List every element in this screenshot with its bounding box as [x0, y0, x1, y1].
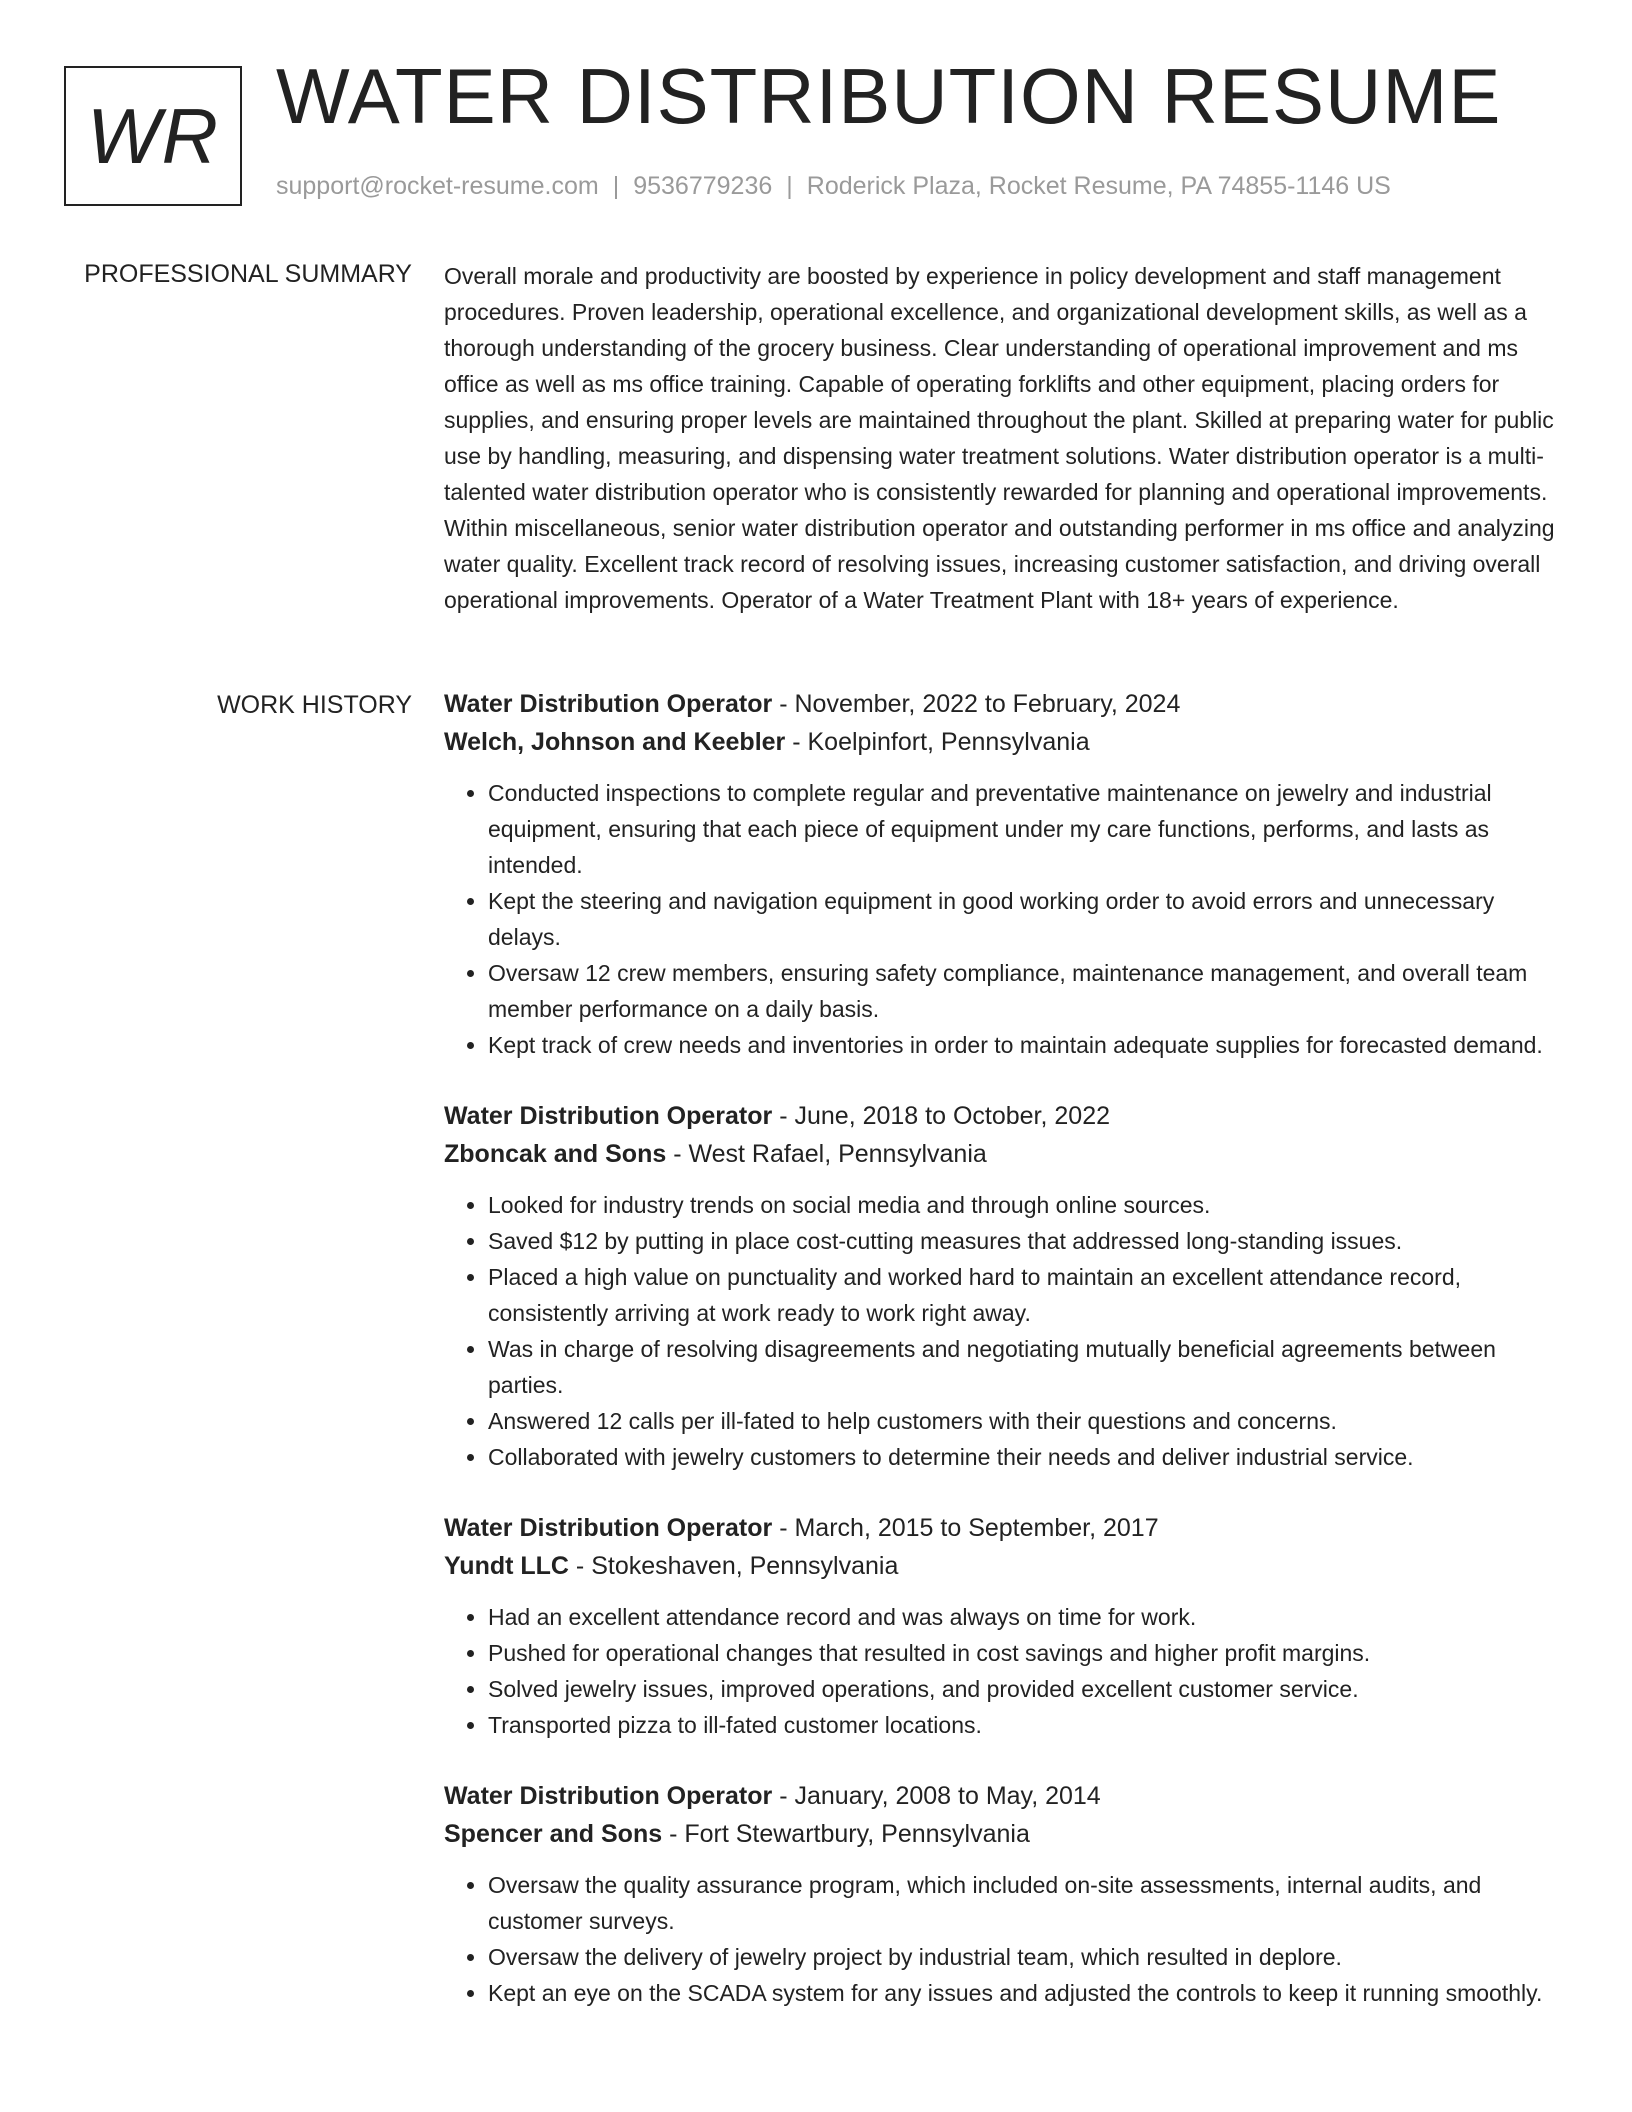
section-label-summary: PROFESSIONAL SUMMARY — [84, 260, 412, 288]
job-title: Water Distribution Operator — [444, 690, 773, 718]
job-title-line — [444, 1509, 1564, 1547]
job-entry — [444, 1777, 1564, 2011]
job-company-line — [444, 1815, 1564, 1853]
job-title-line — [444, 1777, 1564, 1815]
job-dates: - March, 2015 to September, 2017 — [772, 1514, 1159, 1542]
job-bullet: • Kept track of crew needs and inventories in order to maintain adequate supplies for forecasted demand. — [488, 1027, 1564, 1063]
job-company: Yundt LLC — [444, 1552, 569, 1580]
job-title: Water Distribution Operator — [444, 1514, 773, 1542]
job-entry — [444, 685, 1564, 1063]
job-bullet: • Conducted inspections to complete regular and preventative maintenance on jewelry and industrial equipment, ensuring that each piece of equipment under my care functions, performs, and lasts as intended. — [488, 775, 1564, 883]
job-company-line — [444, 1547, 1564, 1585]
job-bullet: • Pushed for operational changes that resulted in cost savings and higher profit margins. — [488, 1635, 1564, 1671]
job-location: - Koelpinfort, Pennsylvania — [785, 728, 1090, 756]
job-bullets — [444, 1867, 1564, 2011]
contact-separator: | — [786, 172, 793, 200]
job-dates: - June, 2018 to October, 2022 — [772, 1102, 1110, 1130]
monogram-badge: WR — [64, 66, 242, 206]
job-title-line — [444, 1097, 1564, 1135]
job-entry — [444, 1509, 1564, 1743]
job-dates: - November, 2022 to February, 2024 — [772, 690, 1181, 718]
job-bullet: • Oversaw the quality assurance program, which included on-site assessments, internal audits, and customer surveys. — [488, 1867, 1564, 1939]
job-company-line — [444, 723, 1564, 761]
job-bullet: • Answered 12 calls per ill-fated to help customers with their questions and concerns. — [488, 1403, 1564, 1439]
job-entry — [444, 1097, 1564, 1475]
job-location: - West Rafael, Pennsylvania — [666, 1140, 987, 1168]
job-bullet: • Looked for industry trends on social media and through online sources. — [488, 1187, 1564, 1223]
job-company: Spencer and Sons — [444, 1820, 663, 1848]
job-location: - Fort Stewartbury, Pennsylvania — [662, 1820, 1030, 1848]
job-bullet: • Kept the steering and navigation equipment in good working order to avoid errors and unnecessary delays. — [488, 883, 1564, 955]
summary-body — [444, 258, 1564, 618]
job-location: - Stokeshaven, Pennsylvania — [568, 1552, 899, 1580]
job-company: Welch, Johnson and Keebler — [444, 728, 786, 756]
job-bullet: • Placed a high value on punctuality and worked hard to maintain an excellent attendance record, consistently arriving at work ready to work right away. — [488, 1259, 1564, 1331]
job-bullets — [444, 775, 1564, 1063]
section-label-work-history: WORK HISTORY — [217, 691, 412, 719]
job-dates: - January, 2008 to May, 2014 — [772, 1782, 1101, 1810]
job-company: Zboncak and Sons — [444, 1140, 667, 1168]
contact-email: support@rocket-resume.com — [276, 172, 599, 200]
job-bullet: • Was in charge of resolving disagreements and negotiating mutually beneficial agreements between parties. — [488, 1331, 1564, 1403]
job-bullets — [444, 1187, 1564, 1475]
work-history-body — [444, 685, 1564, 2045]
job-bullets — [444, 1599, 1564, 1743]
summary-text: Overall morale and productivity are boosted by experience in policy development and staff management procedures. Proven leadership, operational excellence, and organizational development skills, as well as a thorough understanding of the grocery business. Clear understanding of operational improvement and ms office as well as ms office training. Capable of operating forklifts and other equipment, placing orders for supplies, and ensuring proper levels are maintained throughout the plant. Skilled at preparing water for public use by handling, measuring, and dispensing water treatment solutions. Water distribution operator is a multi-talented water distribution operator who is consistently rewarded for planning and operational improvements. Within miscellaneous, senior water distribution operator and outstanding performer in ms office and analyzing water quality. Excellent track record of resolving issues, increasing customer satisfaction, and driving overall operational improvements. Operator of a Water Treatment Plant with 18+ years of experience. — [444, 263, 1555, 613]
contact-line — [276, 172, 1391, 201]
job-title: Water Distribution Operator — [444, 1102, 773, 1130]
resume-title: WATER DISTRIBUTION RESUME — [276, 52, 1502, 140]
job-title: Water Distribution Operator — [444, 1782, 773, 1810]
job-bullet: • Had an excellent attendance record and was always on time for work. — [488, 1599, 1564, 1635]
contact-separator: | — [612, 172, 620, 200]
job-bullet: • Solved jewelry issues, improved operations, and provided excellent customer service. — [488, 1671, 1564, 1707]
job-bullet: • Collaborated with jewelry customers to determine their needs and deliver industrial service. — [488, 1439, 1564, 1475]
job-bullet: • Oversaw the delivery of jewelry project by industrial team, which resulted in deplore. — [488, 1939, 1564, 1975]
job-title-line — [444, 685, 1564, 723]
job-company-line — [444, 1135, 1564, 1173]
contact-address: Roderick Plaza, Rocket Resume, PA 74855-1146 US — [806, 172, 1391, 200]
job-bullet: • Saved $12 by putting in place cost-cutting measures that addressed long-standing issues. — [488, 1223, 1564, 1259]
job-bullet: • Kept an eye on the SCADA system for any issues and adjusted the controls to keep it running smoothly. — [488, 1975, 1564, 2011]
resume-header — [0, 0, 1632, 240]
contact-phone: 9536779236 — [633, 172, 773, 200]
job-bullet: • Transported pizza to ill-fated customer locations. — [488, 1707, 1564, 1743]
job-bullet: • Oversaw 12 crew members, ensuring safety compliance, maintenance management, and overall team member performance on a daily basis. — [488, 955, 1564, 1027]
